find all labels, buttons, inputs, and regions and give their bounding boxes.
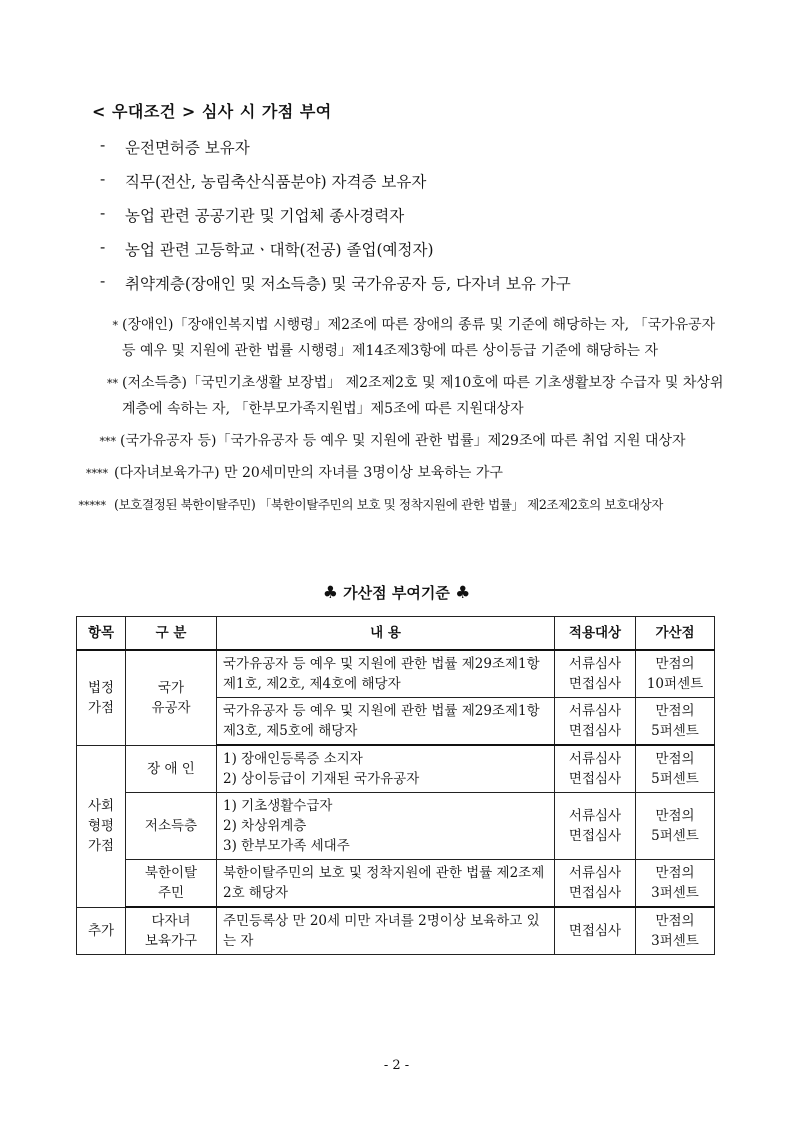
footnote-text: (다자녀보육가구) 만 20세미만의 자녀를 3명이상 보육하는 가구 <box>114 465 503 481</box>
content-cell: 1) 장애인등록증 소지자 2) 상이등급이 기재된 국가유공자 <box>217 745 555 793</box>
footnote-mark: ***** <box>78 499 106 512</box>
bullet-marker: - <box>100 204 106 222</box>
bullet-marker: - <box>100 170 106 188</box>
header-target: 적용대상 <box>555 617 636 651</box>
bullet-marker: - <box>100 136 106 154</box>
category-cell: 국가 유공자 <box>126 650 217 745</box>
content-cell: 국가유공자 등 예우 및 지원에 관한 법률 제29조제1항제1호, 제2호, 제4호에 해당자 <box>217 650 555 698</box>
footnote <box>74 428 724 454</box>
list-item <box>100 238 740 272</box>
club-icon: ♣ <box>322 583 338 603</box>
footnote-text: (장애인)「장애인복지법 시행령」제2조에 따른 장애의 종류 및 기준에 해당하는 자, 「국가유공자 등 예우 및 지원에 관한 법률 시행령」제14조제3항에 따른 상이등급 기준에 해당하는 자 <box>122 317 716 359</box>
content-cell: 주민등록상 만 20세 미만 자녀를 2명이상 보육하고 있는 자 <box>217 907 555 955</box>
footnote-mark: * <box>112 319 118 332</box>
list-item-text: 운전면허증 보유자 <box>125 139 250 157</box>
list-item <box>100 272 740 306</box>
footnote <box>74 370 724 422</box>
target-cell: 면접심사 <box>555 907 636 955</box>
preference-list <box>100 136 740 306</box>
category-cell: 다자녀 보육가구 <box>126 907 217 955</box>
list-item-text: 취약계층(장애인 및 저소득층) 및 국가유공자 등, 다자녀 보유 가구 <box>125 275 571 293</box>
points-cell: 만점의 5퍼센트 <box>636 793 715 860</box>
item-cell: 추가 <box>77 907 126 955</box>
item-cell: 법정 가점 <box>77 650 126 745</box>
footnote-text: (보호결정된 북한이탈주민) 「북한이탈주민의 보호 및 정착지원에 관한 법률」 제2조제2호의 보호대상자 <box>114 497 663 512</box>
header-points: 가산점 <box>636 617 715 651</box>
category-cell: 저소득층 <box>126 793 217 860</box>
table-row <box>77 745 715 793</box>
table-title-text: 가산점 부여기준 <box>343 584 450 602</box>
list-item-text: 직무(전산, 농림축산식품분야) 자격증 보유자 <box>125 173 427 191</box>
list-item <box>100 204 740 238</box>
list-item-text: 농업 관련 고등학교ㆍ대학(전공) 졸업(예정자) <box>125 241 434 259</box>
content-cell: 1) 기초생활수급자 2) 차상위계층 3) 한부모가족 세대주 <box>217 793 555 860</box>
header-item: 항목 <box>77 617 126 651</box>
table-row <box>77 793 715 860</box>
footnote-mark: ** <box>107 377 118 390</box>
footnote-mark: *** <box>99 435 116 448</box>
bonus-criteria-table <box>76 616 715 955</box>
footnote <box>74 460 724 486</box>
content-cell: 국가유공자 등 예우 및 지원에 관한 법률 제29조제1항제3호, 제5호에 해당자 <box>217 698 555 746</box>
footnote-text: (저소득층)「국민기초생활 보장법」 제2조제2호 및 제10호에 따른 기초생활보장 수급자 및 차상위계층에 속하는 자, 「한부모가족지원법」제5조에 따른 지원대상자 <box>122 375 724 417</box>
footnote-text: (국가유공자 등)「국가유공자 등 예우 및 지원에 관한 법률」제29조에 따른 취업 지원 대상자 <box>120 433 686 449</box>
target-cell: 서류심사 면접심사 <box>555 698 636 746</box>
footnote <box>74 312 724 364</box>
points-cell: 만점의 3퍼센트 <box>636 860 715 908</box>
category-cell: 북한이탈 주민 <box>126 860 217 908</box>
points-cell: 만점의 3퍼센트 <box>636 907 715 955</box>
list-item-text: 농업 관련 공공기관 및 기업체 종사경력자 <box>125 207 405 225</box>
target-cell: 서류심사 면접심사 <box>555 793 636 860</box>
target-cell: 서류심사 면접심사 <box>555 745 636 793</box>
bullet-marker: - <box>100 238 106 256</box>
footnote-mark: **** <box>86 467 108 480</box>
points-cell: 만점의 5퍼센트 <box>636 745 715 793</box>
section-heading: < 우대조건 > 심사 시 가점 부여 <box>92 102 332 121</box>
points-cell: 만점의 10퍼센트 <box>636 650 715 698</box>
table-row <box>77 907 715 955</box>
item-cell: 사회 형평 가점 <box>77 745 126 907</box>
club-icon: ♣ <box>455 583 471 603</box>
header-content: 내 용 <box>217 617 555 651</box>
list-item <box>100 170 740 204</box>
table-title <box>0 582 793 603</box>
target-cell: 서류심사 면접심사 <box>555 860 636 908</box>
page-number: - 2 - <box>383 1058 410 1073</box>
bullet-marker: - <box>100 272 106 290</box>
points-cell: 만점의 5퍼센트 <box>636 698 715 746</box>
footnote <box>74 492 724 518</box>
table-header-row <box>77 617 715 651</box>
footnotes <box>74 312 724 524</box>
category-cell: 장 애 인 <box>126 745 217 793</box>
table-row <box>77 650 715 698</box>
target-cell: 서류심사 면접심사 <box>555 650 636 698</box>
content-cell: 북한이탈주민의 보호 및 정착지원에 관한 법률 제2조제2호 해당자 <box>217 860 555 908</box>
header-category: 구 분 <box>126 617 217 651</box>
list-item <box>100 136 740 170</box>
table-row <box>77 860 715 908</box>
